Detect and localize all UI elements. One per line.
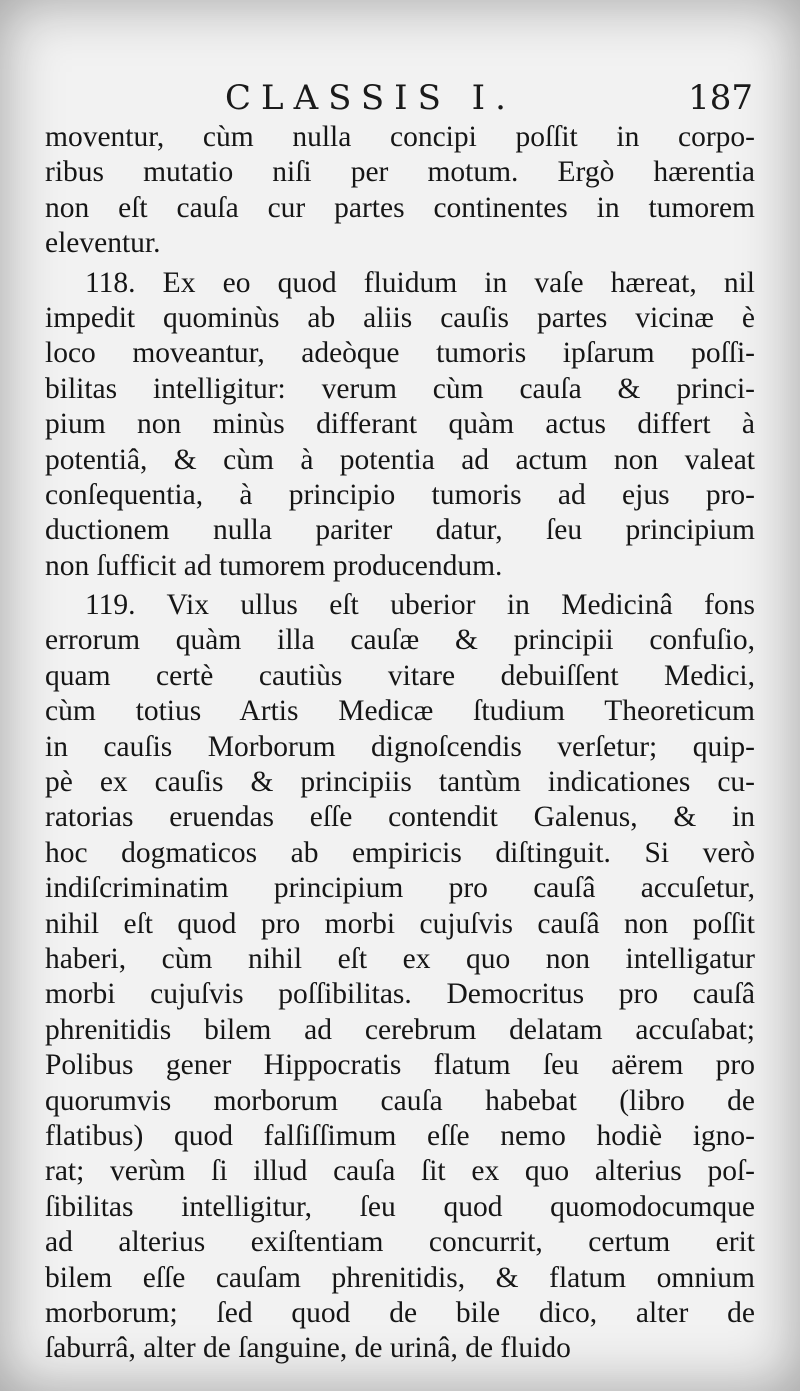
text-line: in cauſis Morborum dignoſcendis verſetur; quip- [45, 730, 755, 763]
body-text [45, 120, 755, 1367]
text-line: bilitas intelligitur: verum cùm cauſa & princi- [45, 372, 755, 405]
text-line: flatibus) quod falſiſſimum eſſe nemo hodiè igno- [45, 1119, 755, 1152]
text-line: cùm totius Artis Medicæ ſtudium Theoreticum [45, 695, 755, 728]
paragraph [45, 266, 755, 585]
text-line: haberi, cùm nihil eſt ex quo non intelligatur [45, 942, 755, 975]
text-line: indiſcriminatim principium pro cauſâ accuſetur, [45, 872, 755, 905]
text-line: 119. Vix ullus eſt uberior in Medicinâ fons [85, 589, 755, 622]
text-line: ſibilitas intelligitur, ſeu quod quomodocumque [45, 1190, 755, 1223]
text-line: ratorias eruendas eſſe contendit Galenus, & in [45, 801, 755, 834]
text-line: ductionem nulla pariter datur, ſeu principium [45, 514, 755, 547]
text-line: loco moveantur, adeòque tumoris ipſarum poſſi- [45, 337, 755, 370]
text-line: non ſufficit ad tumorem producendum. [45, 549, 503, 582]
paragraph [45, 588, 755, 1367]
text-line: ſaburrâ, alter de ſanguine, de urinâ, de fluido [45, 1332, 571, 1365]
text-line: pè ex cauſis & principiis tantùm indicationes cu- [45, 766, 755, 799]
text-line: impedit quominùs ab aliis cauſis partes vicinæ è [45, 301, 755, 334]
paragraph [45, 120, 755, 262]
text-line: errorum quàm illa cauſæ & principii confuſio, [45, 624, 755, 657]
text-line: ribus mutatio niſi per motum. Ergò hærentia [45, 156, 755, 189]
text-line: conſequentia, à principio tumoris ad ejus pro- [45, 478, 755, 511]
text-line: Polibus gener Hippocratis flatum ſeu aërem pro [45, 1049, 755, 1082]
text-line: morborum; ſed quod de bile dico, alter de [45, 1296, 755, 1329]
text-line: potentiâ, & cùm à potentia ad actum non valeat [45, 443, 755, 476]
text-line: quam certè cautiùs vitare debuiſſent Medici, [45, 659, 755, 692]
text-line: phrenitidis bilem ad cerebrum delatam accuſabat; [45, 1013, 755, 1046]
page-header [45, 78, 753, 118]
text-line: 118. Ex eo quod fluidum in vaſe hæreat, nil [85, 266, 755, 299]
text-line: ad alterius exiſtentiam concurrit, certum erit [45, 1226, 755, 1259]
text-line: rat; verùm ſi illud cauſa ſit ex quo alterius poſ- [45, 1155, 755, 1188]
text-line: eleventur. [45, 227, 161, 260]
text-line: quorumvis morborum cauſa habebat (libro de [45, 1084, 755, 1117]
running-head: CLASSIS I. [225, 78, 516, 118]
text-line: non eſt cauſa cur partes continentes in tumorem [45, 191, 755, 224]
text-line: moventur, cùm nulla concipi poſſit in corpo- [45, 121, 755, 153]
text-line: bilem eſſe cauſam phrenitidis, & flatum omnium [45, 1261, 755, 1294]
text-line: nihil eſt quod pro morbi cujuſvis cauſâ non poſſit [45, 907, 755, 940]
page-number: 187 [688, 78, 753, 118]
text-line: morbi cujuſvis poſſibilitas. Democritus pro cauſâ [45, 978, 755, 1011]
text-line: pium non minùs differant quàm actus differt à [45, 408, 755, 441]
text-line: hoc dogmaticos ab empiricis diſtinguit. Si verò [45, 836, 755, 869]
